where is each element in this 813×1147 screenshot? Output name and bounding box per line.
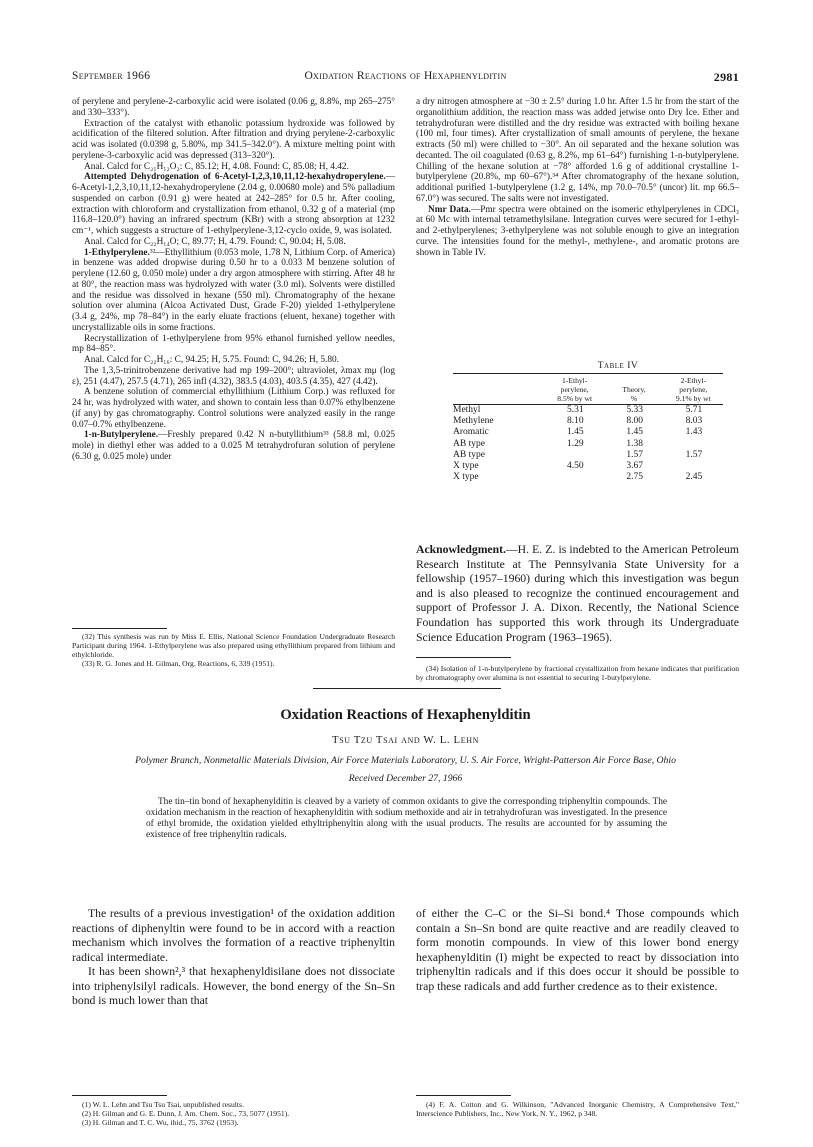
table-cell: AB type xyxy=(453,438,485,449)
paragraph: of perylene and perylene-2-carboxylic acid were isolated (0.06 g, 8.8%, mp 265–275° and 330–333°). xyxy=(72,97,395,118)
footnote: (2) H. Gilman and G. E. Dunn, J. Am. Chem. Soc., 73, 5077 (1951). xyxy=(82,1109,290,1119)
section-heading: 1-n-Butylperylene. xyxy=(84,430,159,441)
paragraph: A benzene solution of commercial ethyllithium (Lithium Corp.) was refluxed for 24 hr, was hydrolyzed with water, and shown to contain less than 0.07% ethylbenzene (if any) by gas chromatography. Control solutions were analyzed easily in the range 0.07–0.7% ethylbenzene. xyxy=(72,387,395,430)
table-cell: 1.57 xyxy=(626,449,643,460)
upper-left-footnotes xyxy=(72,632,395,668)
received-date: Received December 27, 1966 xyxy=(348,773,463,784)
table-cell: 1.45 xyxy=(567,427,584,438)
paragraph: of either the C–C or the Si–Si bond.⁴ Those compounds which contain a Sn–Sn bond are quite reactive and are readily cleaved to form monotin compounds. In view of this lower bond energy hexaphenylditin (I) might be expected to react by dissociation into triphenyltin radicals and if this does occur it should be possible to trap these radicals and add further credence as to their existence. xyxy=(416,907,739,993)
table-cell: Aromatic xyxy=(453,427,489,438)
upper-right-footnotes xyxy=(416,664,739,682)
body-right-column xyxy=(416,907,739,994)
table-cell xyxy=(664,461,723,472)
footnote-rule xyxy=(72,628,167,629)
paragraph: The 1,3,5-trinitrobenzene derivative had mp 199–200°; ultraviolet, λmax mμ (log ε), 251 (4.47), 257.5 (4.71), 265 infl (4.32), 383.5 (4.03), 403.5 (4.35), 427 (4.42). xyxy=(72,365,395,387)
table-cell: 8.03 xyxy=(685,416,703,427)
paragraph: It has been shown²,³ that hexaphenyldisilane does not dissociate into triphenylsilyl radicals. However, the bond energy of the Sn–Sn bond is much lower than that xyxy=(72,965,395,1008)
table-cell: 8.00 xyxy=(626,416,643,427)
table-row xyxy=(453,405,723,416)
table-cell xyxy=(545,450,604,461)
paragraph: a dry nitrogen atmosphere at −30 ± 2.5° during 1.0 hr. After 1.5 hr from the start of the organolithium addition, the reaction mass was added jetwise onto Dry Ice. Ether and tetrahydrofuran were distilled and the dry residue was extracted with boiling hexane (100 ml, four times). After crystallization of small amounts of perylene, the hexane extracts (50 ml) were chilled to −30°. An oil separated and the hexane solution was decanted. The oil coagulated (0.63 g, 8.2%, mp 61–64°) furnishing 1-n-butylperylene. Chilling of the hexane solution at −78° afforded 1.6 g of additional crystalline 1-butylperylene (20.8%, mp 60–67°).³⁴ After chromatography of the hexane solution, additional purified 1-butylperylene (1.2 g, 14%, mp 70.0–70.5° (uncor) lit. mp 66.5–67.0°) was secured. The salts were not investigated. xyxy=(416,97,739,204)
paragraph-text: —Pmr spectra were obtained on the isomeric ethylperylenes in CDCl₃ at 60 Mc with internal tetramethylsilane. Integration curves were secured for 1-ethyl- and 2-ethylperylenes; 3-ethylperylene was not soluble enough to give an integration curve. The intensities found for the methyl-, methylene-, and aromatic protons are shown in Table IV. xyxy=(416,204,739,258)
footnote-rule xyxy=(416,657,511,658)
table-header: 1-Ethyl- perylene, 8.5% by wt xyxy=(557,376,593,403)
table-cell: 4.50 xyxy=(567,461,584,472)
article-affiliation: Polymer Branch, Nonmetallic Materials Division, Air Force Materials Laboratory, U. S. Air Force, Wright-Patterson Air Force Base, Ohio xyxy=(135,755,676,766)
table-cell: Methyl xyxy=(453,405,481,415)
article-title: Oxidation Reactions of Hexaphenylditin xyxy=(280,707,531,723)
table-header xyxy=(453,374,545,404)
paragraph: Anal. Calcd for C₂₁H₁₂O₂: C, 85.12; H, 4.08. Found: C, 85.08; H, 4.42. xyxy=(84,161,349,172)
acknowledgment-heading: Acknowledgment. xyxy=(416,543,506,556)
paragraph: The results of a previous investigation¹ of the oxidation addition reactions of diphenyltin were found to be in accord with a reaction mechanism which involves the formation of a reactive triphenyltin radical intermediate. xyxy=(72,907,395,964)
lower-right-footnotes xyxy=(416,1100,739,1118)
abstract: The tin–tin bond of hexaphenylditin is cleaved by a variety of common oxidants to give the corresponding triphenyltin compounds. The oxidation mechanism in the reaction of hexaphenylditin with sodium methoxide and air in tetrahydrofuran was investigated. In the presence of ethyl bromide, the oxidation yielded ethyltriphenyltin along with the usual products. The results are accounted for by assuming the existence of free triphenyltin radicals. xyxy=(146,797,667,840)
upper-right-column xyxy=(416,97,739,258)
table-cell: X type xyxy=(453,461,479,472)
footnote: (33) R. G. Jones and H. Gilman, Org. Reactions, 6, 339 (1951). xyxy=(82,659,275,669)
table-cell: 5.71 xyxy=(685,405,703,415)
table-row xyxy=(453,472,723,483)
running-head-date: September 1966 xyxy=(72,70,151,82)
footnote-rule xyxy=(72,1095,167,1096)
table-row xyxy=(453,461,723,472)
table-row xyxy=(453,416,723,427)
paragraph xyxy=(416,205,739,259)
table-cell: AB type xyxy=(453,449,485,460)
footnote: (32) This synthesis was run by Miss E. Ellis, National Science Foundation Undergraduate Research Participant during 1964. 1-Ethylperylene was also prepared using ethyllithium prepared from lithium and ethylchloride. xyxy=(72,632,395,660)
table-cell: 2.75 xyxy=(626,472,643,483)
table-cell xyxy=(664,439,723,450)
footnote: (1) W. L. Lehn and Tsu Tsu Tsai, unpublished results. xyxy=(82,1100,244,1109)
acknowledgment-text: —H. E. Z. is indebted to the American Petroleum Research Institute at The Pennsylvania State University for a fellowship (1957–1960) during which this investigation was begun and is also pleased to recognize the continued encouragement and support of Professor J. A. Dixon. Recently, the National Science Foundation has supported this work through its Undergraduate Science Education Program (1963–1965). xyxy=(416,543,739,644)
footnote: (34) Isolation of 1-n-butylperylene by fractional crystallization from hexane indicates that purification by chromatography over alumina is not essential to securing 1-butylperylene. xyxy=(416,664,739,683)
table-cell: 5.33 xyxy=(626,405,643,415)
table-header-row xyxy=(453,374,723,404)
article-authors: Tsu Tzu Tsai and W. L. Lehn xyxy=(332,734,479,746)
table-cell xyxy=(545,472,604,483)
footnote: (3) H. Gilman and T. C. Wu, ibid., 75, 3762 (1953). xyxy=(82,1118,239,1128)
table-cell: 3.67 xyxy=(626,461,643,472)
table-header: 2-Ethyl- perylene, 9.1% by wt xyxy=(675,376,711,403)
table-cell: 1.29 xyxy=(567,438,584,449)
paragraph xyxy=(72,430,395,462)
nmr-intensity-table xyxy=(453,374,723,483)
page-number: 2981 xyxy=(713,70,739,84)
paragraph: Anal. Calcd for C₂₂H₁₆: C, 94.25; H, 5.75. Found: C, 94.26; H, 5.80. xyxy=(84,355,339,365)
table-cell: X type xyxy=(453,472,479,483)
upper-left-column xyxy=(72,97,395,463)
table-cell: 8.10 xyxy=(567,416,584,427)
table-cell: 1.38 xyxy=(626,438,643,449)
section-heading: Nmr Data. xyxy=(428,204,471,215)
paragraph: Recrystallization of 1-ethylperylene from 95% ethanol furnished yellow needles, mp 84–85°. xyxy=(72,333,395,355)
table-row xyxy=(453,439,723,450)
running-head xyxy=(72,70,739,86)
running-head-title: Oxidation Reactions of Hexaphenylditin xyxy=(304,70,507,82)
paragraph: Extraction of the catalyst with ethanolic potassium hydroxide was followed by acidification of the filtered solution. After filtration and drying perylene-2-carboxylic acid was isolated (0.0398 g, 5.80%, mp 341.5–342.0°). A mixture melting point with perylene-3-carboxylic acid was depressed (313–320°). xyxy=(72,118,395,161)
paragraph-text: ³²—Ethyllithium (0.053 mole, 1.78 N, Lithium Corp. of America) in benzene was added dropwise during 0.50 hr to a 0.033 M benzene solution of perylene (12.60 g, 0.050 mole) under a dry argon atmosphere with stirring. After 48 hr at 80°, the reaction mass was hydrolyzed with water (3.0 ml). Solvents were distilled and the residue was dissolved in hexane (550 ml). Chromatography of the hexane solution over alumina (Alcoa Activated Dust, Grade F-20) yielded 1-ethylperylene (3.4 g, 24%, mp 78–84°) in the early eluate fractions (eluent, hexane) together with uncrystallizable oils in some fractions. xyxy=(72,247,395,333)
paragraph xyxy=(72,172,395,237)
footnote-rule xyxy=(416,1095,511,1096)
table-cell: 1.57 xyxy=(685,449,703,460)
paragraph-text: —6-Acetyl-1,2,3,10,11,12-hexahydroperylene (2.04 g, 0.00680 mole) and 5% palladium suspended on carbon (0.91 g) were heated at 242–285° for 0.5 hr. After cooling, extraction with chloroform and crystallization from ethanol, 0.32 g of a material (mp 116.8–120.0°) having an infrared spectrum (KBr) with a strong absorption at 1232 cm⁻¹, which suggests a structure of 1-ethylperylene-3,12-cyclo oxide, 9, was isolated. xyxy=(72,172,395,236)
paragraph xyxy=(72,248,395,334)
lower-left-footnotes xyxy=(72,1100,395,1127)
table-cell: 1.43 xyxy=(685,427,703,438)
section-heading: Attempted Dehydrogenation of 6-Acetyl-1,2,3,10,11,12-hexahydroperylene. xyxy=(84,172,386,183)
table-caption: Table IV xyxy=(597,361,639,371)
table-row xyxy=(453,427,723,438)
body-left-column xyxy=(72,907,395,1009)
section-heading: 1-Ethylperylene. xyxy=(84,247,150,258)
table-cell: 5.31 xyxy=(567,405,584,415)
table-iv xyxy=(453,361,723,483)
table-cell: 1.45 xyxy=(626,427,643,438)
table-cell: Methylene xyxy=(453,416,494,427)
acknowledgment xyxy=(416,543,739,645)
table-cell: 2.45 xyxy=(685,472,703,483)
paragraph-text: —Freshly prepared 0.42 N n-butyllithium³³ (58.8 ml, 0.025 mole) in diethyl ether was added to a 0.025 M tetrahydrofuran solution of perylene (6.30 g, 0.025 mole) under xyxy=(72,430,395,462)
footnote: (4) F. A. Cotton and G. Wilkinson, "Advanced Inorganic Chemistry, A Comprehensive Text," Interscience Publishers, Inc., New York, N. Y., 1962, p 348. xyxy=(416,1100,739,1119)
paragraph: Anal. Calcd for C₂₂H₁₄O; C, 89.77; H, 4.79. Found: C, 90.04; H, 5.08. xyxy=(84,236,346,247)
table-row xyxy=(453,450,723,461)
article-divider xyxy=(313,688,501,689)
table-header: Theory, % xyxy=(622,385,646,403)
